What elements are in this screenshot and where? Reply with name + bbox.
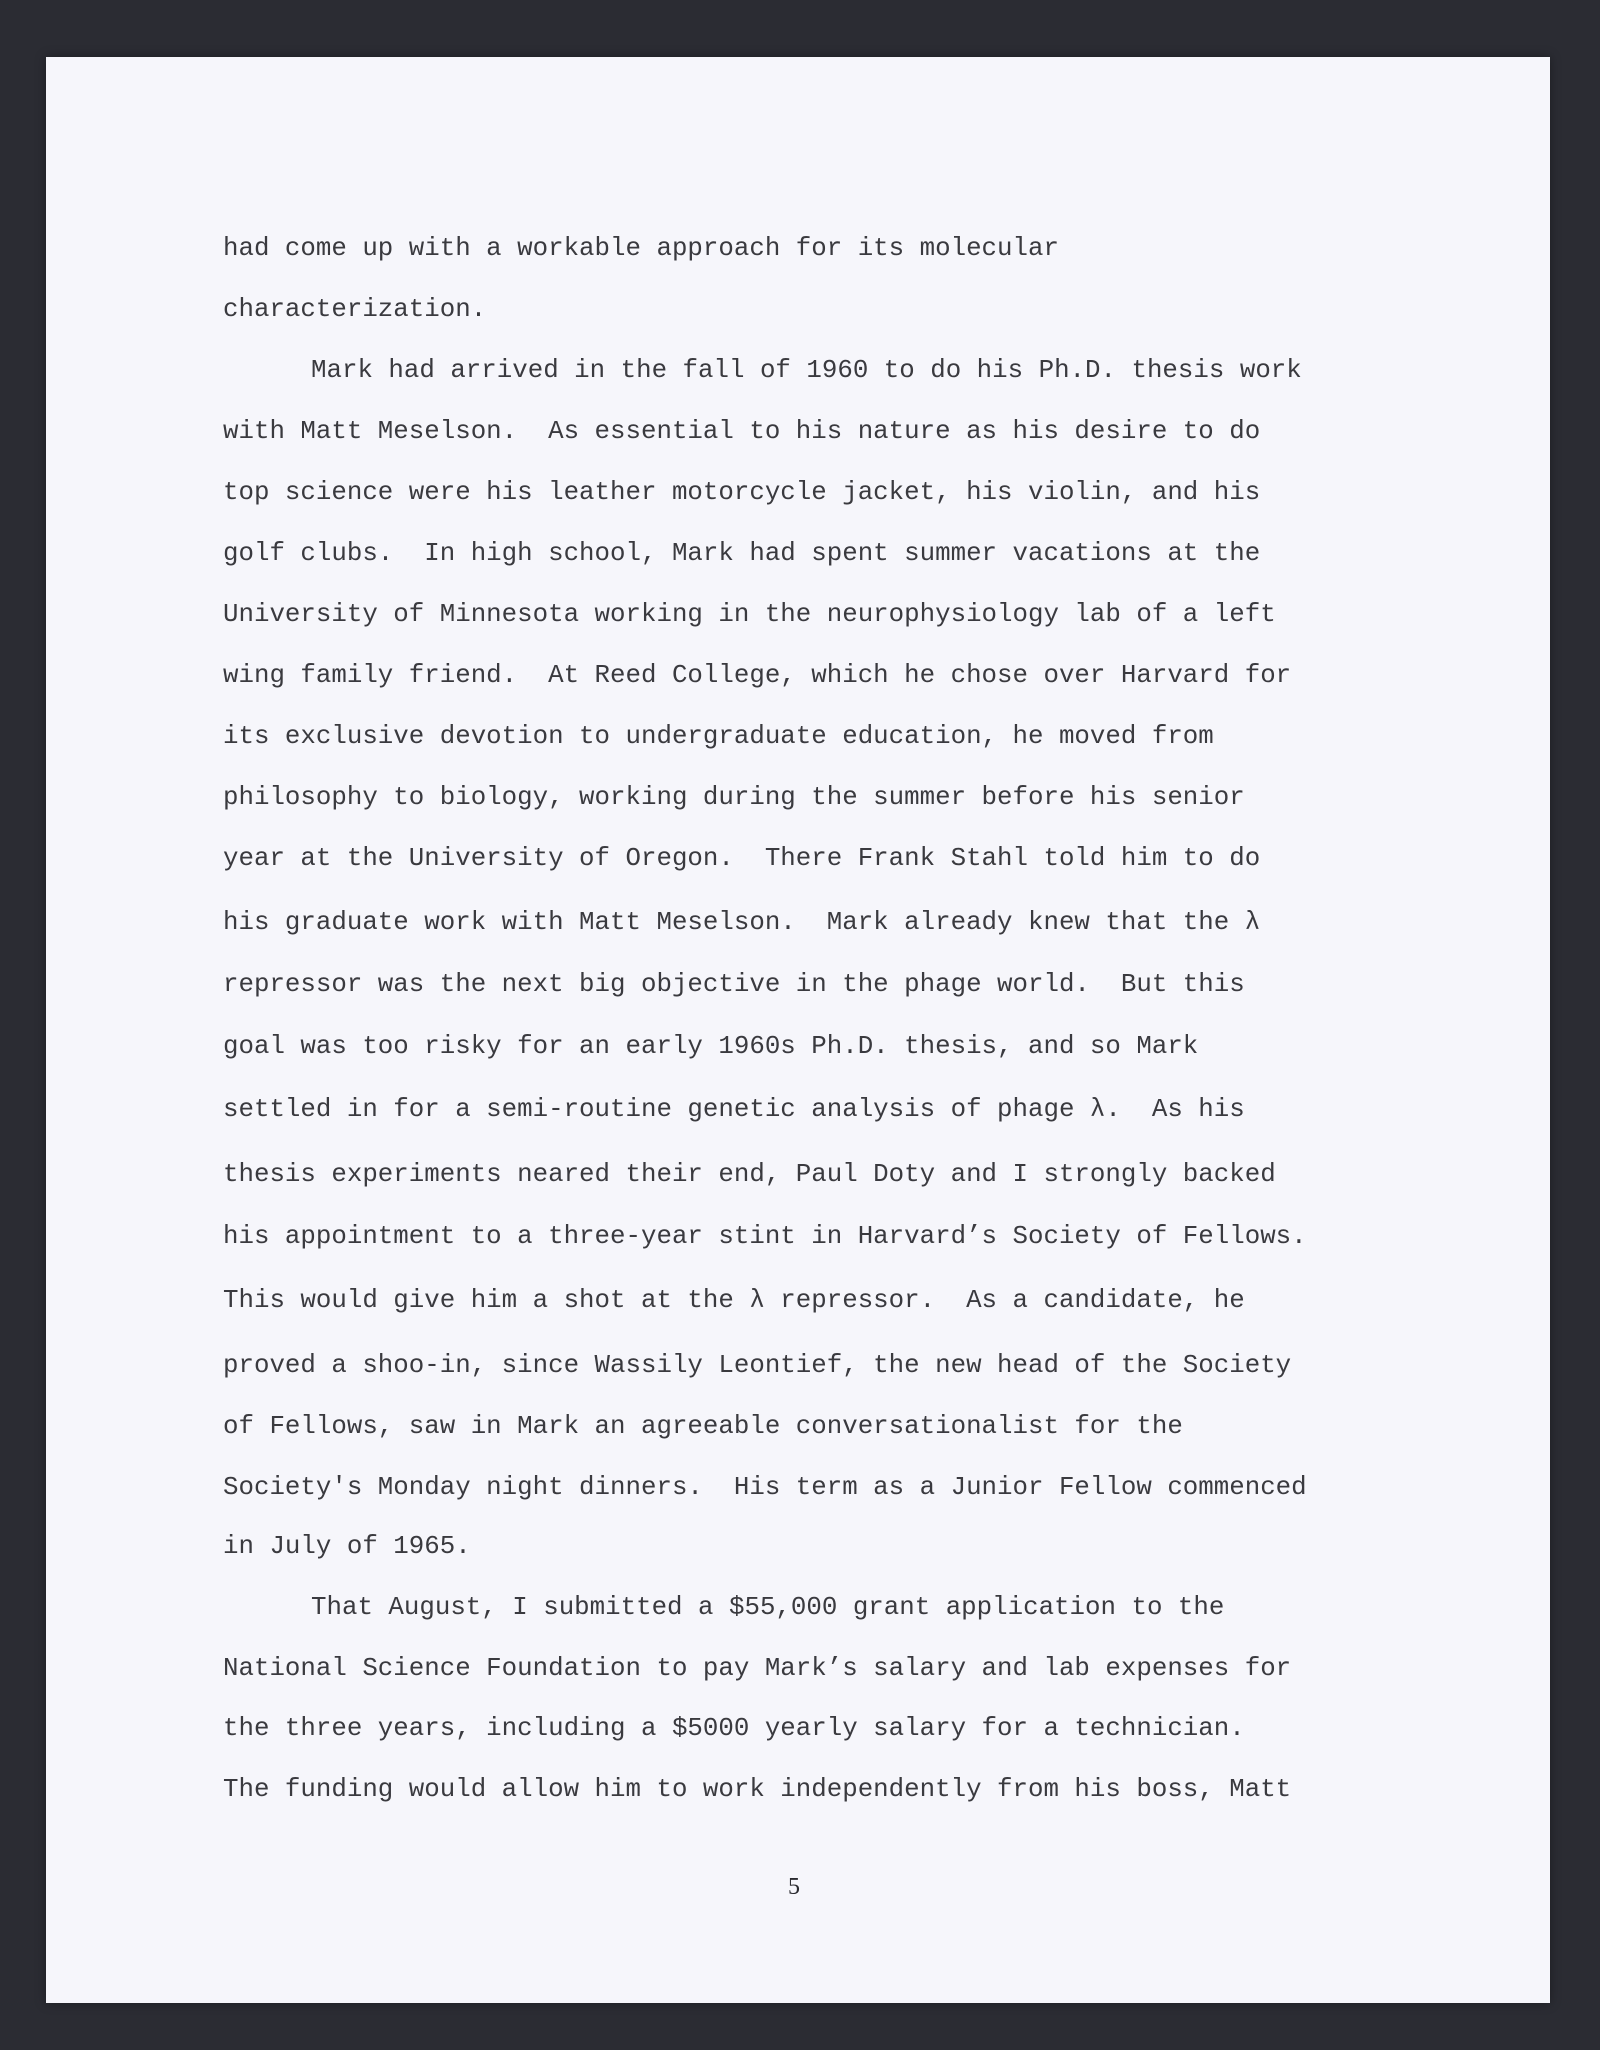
text-line: with Matt Meselson. As essential to his nature as his desire to do bbox=[223, 417, 1261, 446]
text-line: philosophy to biology, working during the summer before his senior bbox=[223, 783, 1245, 812]
text-line: year at the University of Oregon. There Frank Stahl told him to do bbox=[223, 844, 1261, 873]
text-line: had come up with a workable approach for its molecular bbox=[223, 234, 1059, 263]
text-line: Mark had arrived in the fall of 1960 to do his Ph.D. thesis work bbox=[311, 356, 1302, 385]
text-line: settled in for a semi-routine genetic analysis of phage λ. As his bbox=[223, 1095, 1245, 1124]
text-line: This would give him a shot at the λ repressor. As a candidate, he bbox=[223, 1286, 1245, 1315]
text-line: The funding would allow him to work independently from his boss, Matt bbox=[223, 1775, 1292, 1804]
text-line: goal was too risky for an early 1960s Ph.D. thesis, and so Mark bbox=[223, 1032, 1199, 1061]
text-line: University of Minnesota working in the neurophysiology lab of a left bbox=[223, 600, 1276, 629]
text-line: his appointment to a three-year stint in Harvard’s Society of Fellows. bbox=[223, 1222, 1307, 1251]
page-number: 5 bbox=[788, 1874, 800, 1900]
text-line: in July of 1965. bbox=[223, 1532, 471, 1561]
text-line: his graduate work with Matt Meselson. Mark already knew that the λ bbox=[223, 908, 1261, 937]
text-line: its exclusive devotion to undergraduate education, he moved from bbox=[223, 722, 1214, 751]
text-line: Society's Monday night dinners. His term as a Junior Fellow commenced bbox=[223, 1473, 1307, 1502]
document-page bbox=[46, 57, 1550, 2003]
text-line: repressor was the next big objective in the phage world. But this bbox=[223, 970, 1245, 999]
text-line: characterization. bbox=[223, 295, 487, 324]
text-line: top science were his leather motorcycle jacket, his violin, and his bbox=[223, 478, 1261, 507]
text-line: proved a shoo-in, since Wassily Leontief, the new head of the Society bbox=[223, 1351, 1292, 1380]
text-line: golf clubs. In high school, Mark had spent summer vacations at the bbox=[223, 539, 1261, 568]
text-line: thesis experiments neared their end, Paul Doty and I strongly backed bbox=[223, 1160, 1276, 1189]
text-line: wing family friend. At Reed College, which he chose over Harvard for bbox=[223, 661, 1292, 690]
text-line: the three years, including a $5000 yearly salary for a technician. bbox=[223, 1714, 1245, 1743]
text-line: of Fellows, saw in Mark an agreeable conversationalist for the bbox=[223, 1412, 1183, 1441]
text-line: That August, I submitted a $55,000 grant application to the bbox=[311, 1593, 1225, 1622]
text-line: National Science Foundation to pay Mark’s salary and lab expenses for bbox=[223, 1654, 1292, 1683]
